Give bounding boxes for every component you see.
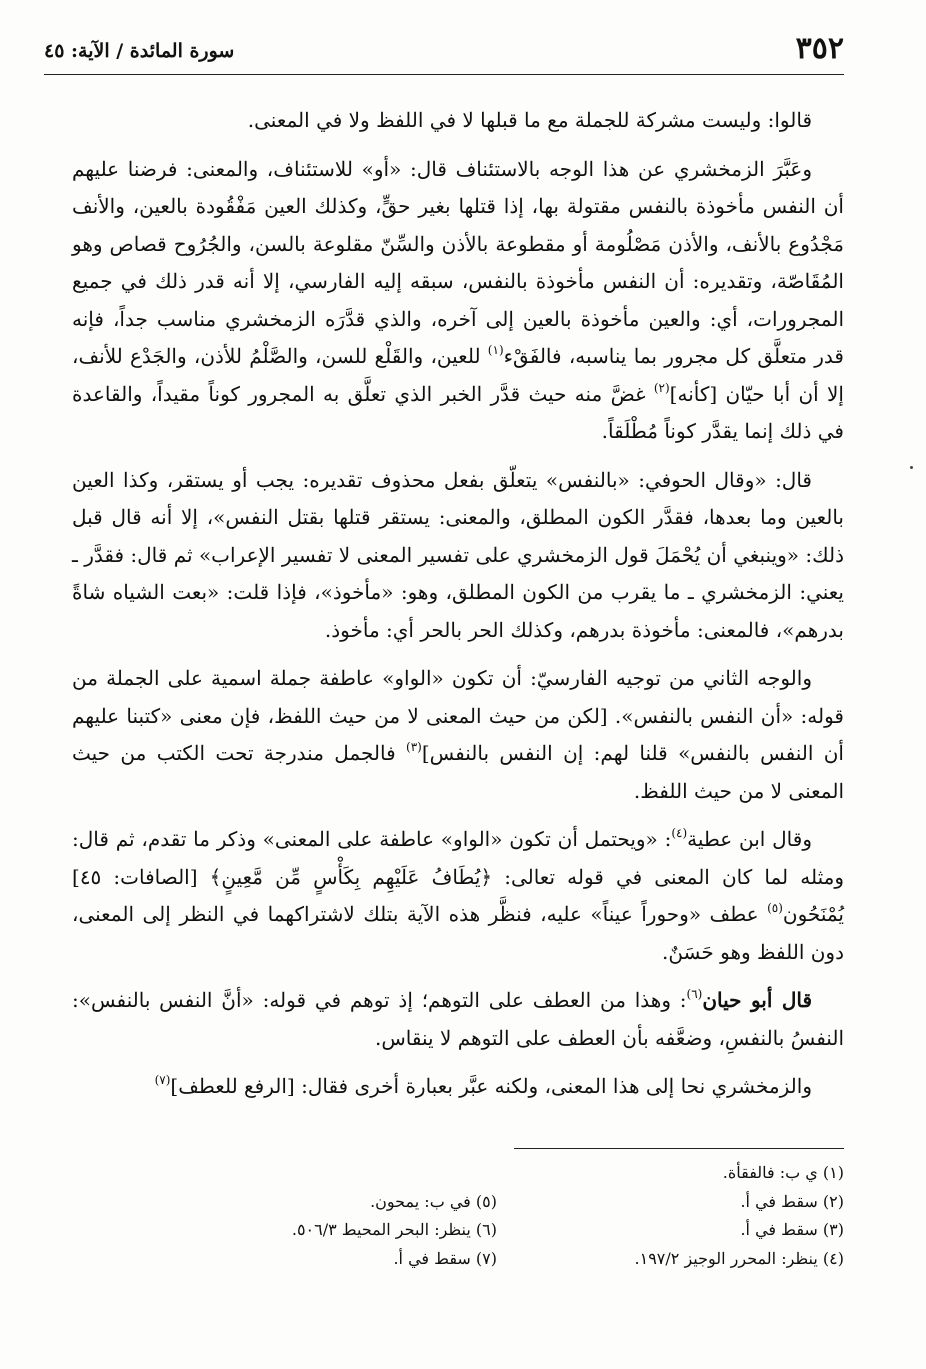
paragraph-2-text-a: وعَبَّرَ الزمخشري عن هذا الوجه بالاستئناف قال: «أو» للاستئناف، والمعنى: فرضنا عليهم أن النفس مأخوذة بالنفس مقتولة بها، إذا قتلها بغير حقٍّ، وكذلك العين مَفْقُودة بالعين، والأنف مَجْدُوع بالأنف، والأذن مَصْلُومة أو مقطوعة بالأذن والسِّنّ مقلوعة بالسن، والجُرُوح قصاص وهو المُقَاصّة، وتقديره: أن النفس مأخوذة بالنفس، سبقه إليه الفارسي، إلا أنه قدر ذلك في جميع المجرورات، أي: والعين مأخوذة بالعين إلى آخره، والذي قدَّرَه الزمخشري مناسب جداً، فإنه قدر متعلَّق كل مجرور بما يناسبه، فالفَقْء: [72, 156, 844, 368]
paragraph-2: [72, 151, 844, 451]
main-text: [72, 102, 844, 1117]
footnote-2: (٢) سقط في أ.: [740, 1191, 844, 1211]
running-title: سورة المائدة / الآية: ٤٥: [44, 40, 235, 62]
paragraph-6: [72, 982, 844, 1057]
paragraph-1: قالوا: وليست مشركة للجملة مع ما قبلها لا في اللفظ ولا في المعنى.: [247, 108, 812, 132]
footnote-5: (٥) في ب: يمحون.: [370, 1191, 497, 1211]
paragraph-5: [72, 821, 844, 971]
footnote-6: (٦) ينظر: البحر المحيط ٥٠٦/٣.: [291, 1220, 497, 1239]
footnote-ref-6: (٦): [686, 987, 703, 1001]
footnotes: [150, 1158, 844, 1272]
paragraph-2-text-c: غضَّ منه حيث قدَّر الخبر الذي تعلَّق به المجرور كوناً مقيداً، والقاعدة في ذلك إنما يقدَّر كوناً مُطْلَقاً.: [72, 381, 844, 443]
header-divider: [44, 74, 844, 75]
footnote-row: [150, 1187, 844, 1216]
footnote-row: [150, 1158, 844, 1187]
footnote-divider: [514, 1148, 844, 1149]
paragraph-5-text-b: : «ويحتمل أن تكون «الواو» عاطفة على المعنى» وذكر ما تقدم، ثم قال: ومثله لما كان المعنى في قوله تعالى: ﴿يُطَافُ عَلَيْهِم بِكَأْسٍ مِّن مَّعِينٍ﴾ [الصافات: ٤٥] يُمْنَحُون: [72, 827, 844, 926]
footnote-ref-4: (٤): [671, 826, 688, 840]
footnote-4: (٤) ينظر: المحرر الوجيز ١٩٧/٢.: [634, 1248, 844, 1268]
page-header: [44, 32, 844, 72]
footnote-empty: [150, 1158, 497, 1187]
footnote-row: [150, 1244, 844, 1273]
footnote-ref-3: (٣): [406, 740, 422, 754]
footnote-ref-2: (٢): [653, 380, 670, 395]
footnote-ref-5: (٥): [767, 901, 783, 915]
paragraph-7-text-a: والزمخشري نحا إلى هذا المعنى، ولكنه عبَّر بعبارة أخرى فقال: [الرفع للعطف]: [170, 1074, 812, 1098]
page-number: ٣٥٢: [795, 31, 844, 66]
footnote-7: (٧) سقط في أ.: [393, 1248, 497, 1268]
paragraph-4-text-a: والوجه الثاني من توجيه الفارسيّ: أن تكون «الواو» عاطفة جملة اسمية على الجملة من قوله: «أن النفس بالنفس». [لكن من حيث المعنى لا من حيث اللفظ، فإن معنى «كتبنا عليهم أن النفس بالنفس» قلنا لهم: إن النفس بالنفس]: [72, 666, 844, 765]
footnote-1: (١) ي ب: فالفقأة.: [722, 1163, 844, 1182]
paragraph-4: [72, 660, 844, 810]
paragraph-6-text-b: : وهذا من العطف على التوهم؛ إذ توهم في قوله: «أنَّ النفس بالنفس»: النفسُ بالنفسِ، وضعَّفه بأن العطف على التوهم لا ينقاس.: [72, 988, 844, 1050]
paragraph-5-text-a: وقال ابن عطية: [687, 827, 812, 851]
paragraph-4-text-b: فالجمل مندرجة تحت الكتب من حيث المعنى لا من حيث اللفظ.: [72, 741, 844, 803]
footnote-3: (٣) سقط في أ.: [740, 1220, 844, 1239]
paragraph-7: [72, 1068, 844, 1106]
paragraph-5-text-c: عطف «وحوراً عيناً» عليه، فنظَّر هذه الآية بتلك لاشتراكهما في النظر إلى المعنى، دون اللفظ وهو حَسَنٌ.: [72, 902, 844, 964]
footnote-row: [150, 1215, 844, 1244]
paragraph-6-label: قال أبو حيان: [702, 988, 813, 1012]
scan-speck: [910, 466, 913, 469]
paragraph-3: قال: «وقال الحوفي: «بالنفس» يتعلّق بفعل محذوف تقديره: يجب أو يستقر، وكذا العين بالعين وما بعدها، فقدَّر الكون المطلق، والمعنى: يستقر قتلها بقتل النفس»، إلا أنه قال قبل ذلك: «وينبغي أن يُحْمَلَ قول الزمخشري على تفسير المعنى لا تفسير الإعراب» ثم قال: فقدَّر ـ يعني: الزمخشري ـ ما يقرب من الكون المطلق، وهو: «مأخوذ»، فإذا قلت: «بعت الشياه شاةً بدرهم»، فالمعنى: مأخوذة بدرهم، وكذلك الحر بالحر أي: مأخوذ.: [72, 467, 844, 642]
footnote-ref-7: (٧): [154, 1073, 171, 1087]
paragraph-2-text-b: للعين، والقَلْع للسن، والصَّلْمُ للأذن، والجَدْع للأنف، إلا أن أبا حيّان [كأنه]: [72, 344, 844, 406]
footnote-ref-1: (١): [487, 343, 504, 357]
